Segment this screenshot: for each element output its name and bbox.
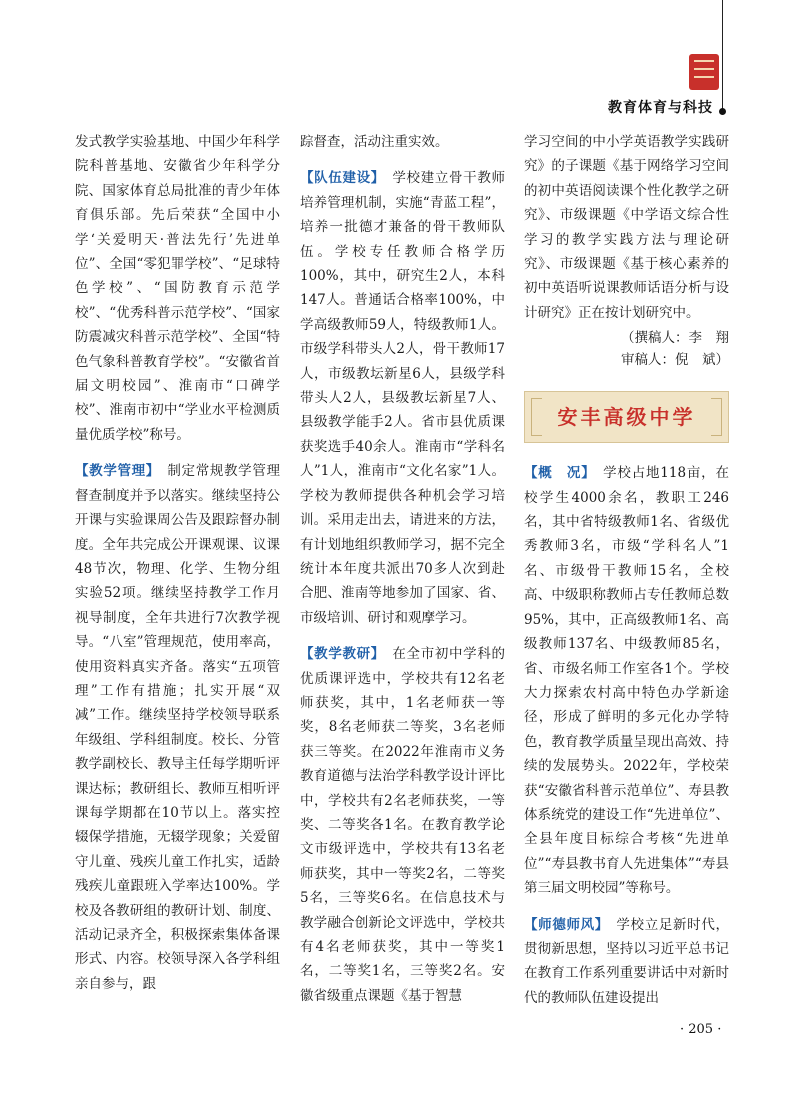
reviewer-line: 审稿人：倪 斌） [621, 352, 729, 369]
title-dot-icon [719, 108, 726, 115]
paragraph [75, 459, 280, 996]
subsection-heading: 【师德师风】 [524, 916, 603, 933]
paragraph-text: 制定常规教学管理督查制度并予以落实。继续坚持公开课与实验课周公告及跟踪督办制度。全年共完成公开课观课、议课48节次，物理、化学、生物分组实验52项。继续坚持教学工作月视导制度，全年共进行7次教学视导。“八室”管理规范，使用率高，使用资料真实齐备。落实“五项管理”工作有措施；扎实开展“双减”工作。继续坚持学校领导联系年级组、学科组制度。校长、分管教学副校长、教导主任每学期听评课达标；教研组长、教师互相听评课每学期都在10节以上。落实控辍保学措施，无辍学现象；关爱留守儿童、残疾儿童工作扎实，适龄残疾儿童跟班入学率达100%。学校及各教研组的教研计划、制度、活动记录齐全，积极探索集体备课形式、内容。校领导深入各学科组亲自参与，跟 [75, 463, 281, 992]
seal-logo-icon [689, 54, 719, 90]
subsection-heading: 【教学教研】 [300, 646, 379, 663]
text-column-1 [75, 130, 280, 996]
paragraph-text: 在全市初中学科的优质课评选中，学校共有12名老师获奖，其中，1名老师获一等奖，8名老师获二等奖，3名老师获三等奖。在2022年淮南市义务教育道德与法治学科教学设计评比中，学校共有2名老师获奖，一等奖、二等奖各1名。在教育教学论文市级评选中，学校共有13名老师获奖，其中一等奖2名，二等奖5名，三等奖6名。在信息技术与教学融合创新论文评选中，学校共有4名老师获奖，其中一等奖1名，二等奖1名，三等奖2名。安徽省级重点课题《基于智慧 [300, 646, 506, 1004]
paragraph-text: 学校立足新时代，贯彻新思想，坚持以习近平总书记在教育工作系列重要讲话中对新时代的教师队伍建设提出 [524, 916, 730, 1006]
page-number: · 205 · [680, 1022, 722, 1037]
subsection-heading: 【队伍建设】 [300, 170, 379, 187]
text-column-2 [300, 130, 505, 1008]
paragraph: 踪督查，活动注重实效。 [300, 134, 449, 150]
paragraph [524, 913, 729, 1011]
paragraph: 学习空间的中小学英语教学实践研究》的子课题《基于网络学习空间的初中英语阅读课个性化教学之研究》、市级课题《中学语文综合性学习的教学实践方法与理论研究》、市级课题《基于核心素养的初中英语听说课教师话语分析与设计研究》正在按计划研究中。 [524, 134, 729, 321]
author-line: （撰稿人：李 翔 [621, 330, 729, 347]
text-column-3 [524, 130, 729, 1010]
school-banner [524, 391, 729, 443]
paragraph: 发式教学实验基地、中国少年科学院科普基地、安徽省少年科学分院、国家体育总局批准的青少年体育俱乐部。先后荣获“全国中小学‘关爱明天·普法先行’先进单位”、全国“零犯罪学校”、“足球特色学校”、“国防教育示范学校”、“优秀科普示范学校”、“国家防震减灾科普示范学校”、全国“特色气象科普教育学校”。“安徽省首届文明校园”、淮南市“口碑学校”、淮南市初中“学业水平检测质量优质学校”称号。 [75, 134, 280, 443]
header-rule [722, 0, 723, 112]
school-name: 安丰高级中学 [557, 405, 696, 430]
paragraph-text: 学校建立骨干教师培养管理机制，实施“青蓝工程”，培养一批德才兼备的骨干教师队伍。学校专任教师合格学历100%，其中，研究生2人，本科147人。普通话合格率100%，中学高级教师59人，特级教师1人。市级学科带头人2人，骨干教师17人，市级教坛新星6人，县级学科带头人2人，县级教坛新星7人、县级教学能手2人。省市县优质课获奖选手40余人。淮南市“学科名人”1人，淮南市“文化名家”1人。学校为教师提供各种机会学习培训。采用走出去，请进来的方法，有计划地组织教师学习，据不完全统计本年度共派出70多人次到赴合肥、淮南等地参加了国家、省、市级培训、研讨和观摩学习。 [300, 170, 506, 626]
subsection-heading: 【概 况】 [524, 465, 589, 482]
subsection-heading: 【教学管理】 [75, 463, 154, 480]
credits [524, 327, 729, 371]
paragraph [300, 642, 505, 1008]
section-title: 教育体育与科技 [608, 100, 713, 116]
paragraph-text: 学校占地118亩，在校学生4000余名，教职工246名，其中省特级教师1名、省级优秀教师3名，市级“学科名人”1名、市级骨干教师15名，全校高、中级职称教师占专任教师总数95%，其中，正高级教师1名、高级教师137名、中级教师85名，省、市级名师工作室各1个。学校大力探索农村高中特色办学新途径，形成了鲜明的多元化办学特色，教育教学质量呈现出高效、持续的发展势头。2022年，学校荣获“安徽省科普示范单位”、寿县教体系统党的建设工作“先进单位”、全县年度目标综合考核“先进单位”“寿县教书育人先进集体”“寿县第三届文明校园”等称号。 [524, 465, 729, 897]
paragraph [524, 461, 729, 900]
paragraph [300, 166, 505, 630]
